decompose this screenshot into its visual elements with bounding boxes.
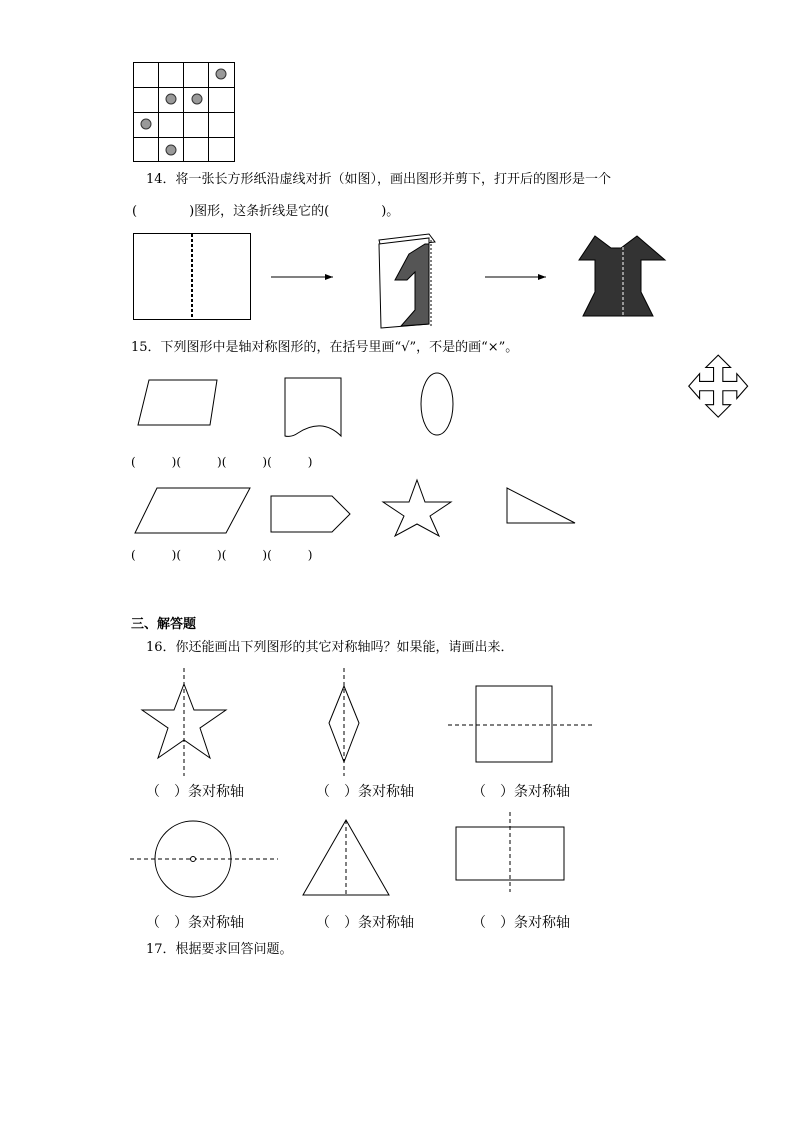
q15-row2-shapes [133, 478, 593, 540]
folded-paper-figure [133, 232, 673, 328]
section-3-heading: 三、解答题 [131, 617, 197, 632]
q16-row1-shapes [130, 668, 600, 778]
dot-grid-figure [133, 62, 235, 162]
q16-caption-rectangle: （ ）条对称轴 [472, 915, 570, 931]
q15-row2-parens[interactable]: ( )( )( )( ) [131, 548, 313, 562]
q16-caption-triangle: （ ）条对称轴 [316, 915, 414, 931]
question-14-line1: 14．将一张长方形纸沿虚线对折（如图），画出图形并剪下，打开后的图形是一个 [146, 172, 612, 187]
q16-caption-rhombus: （ ）条对称轴 [316, 784, 414, 800]
q15-row1-shapes [133, 368, 593, 440]
question-17-text: 17．根据要求回答问题。 [146, 942, 293, 957]
question-14-line2: ( )图形，这条折线是它的( )。 [132, 204, 400, 219]
q16-row2-shapes [130, 812, 600, 902]
q16-caption-square: （ ）条对称轴 [472, 784, 570, 800]
question-16-text: 16．你还能画出下列图形的其它对称轴吗？如果能，请画出来． [146, 640, 514, 655]
q16-caption-star: （ ）条对称轴 [146, 784, 244, 800]
question-15-text: 15．下列图形中是轴对称图形的，在括号里画“√”，不是的画“×”。 [131, 340, 519, 355]
q16-caption-circle: （ ）条对称轴 [146, 915, 244, 931]
q15-row1-parens[interactable]: ( )( )( )( ) [131, 455, 313, 469]
